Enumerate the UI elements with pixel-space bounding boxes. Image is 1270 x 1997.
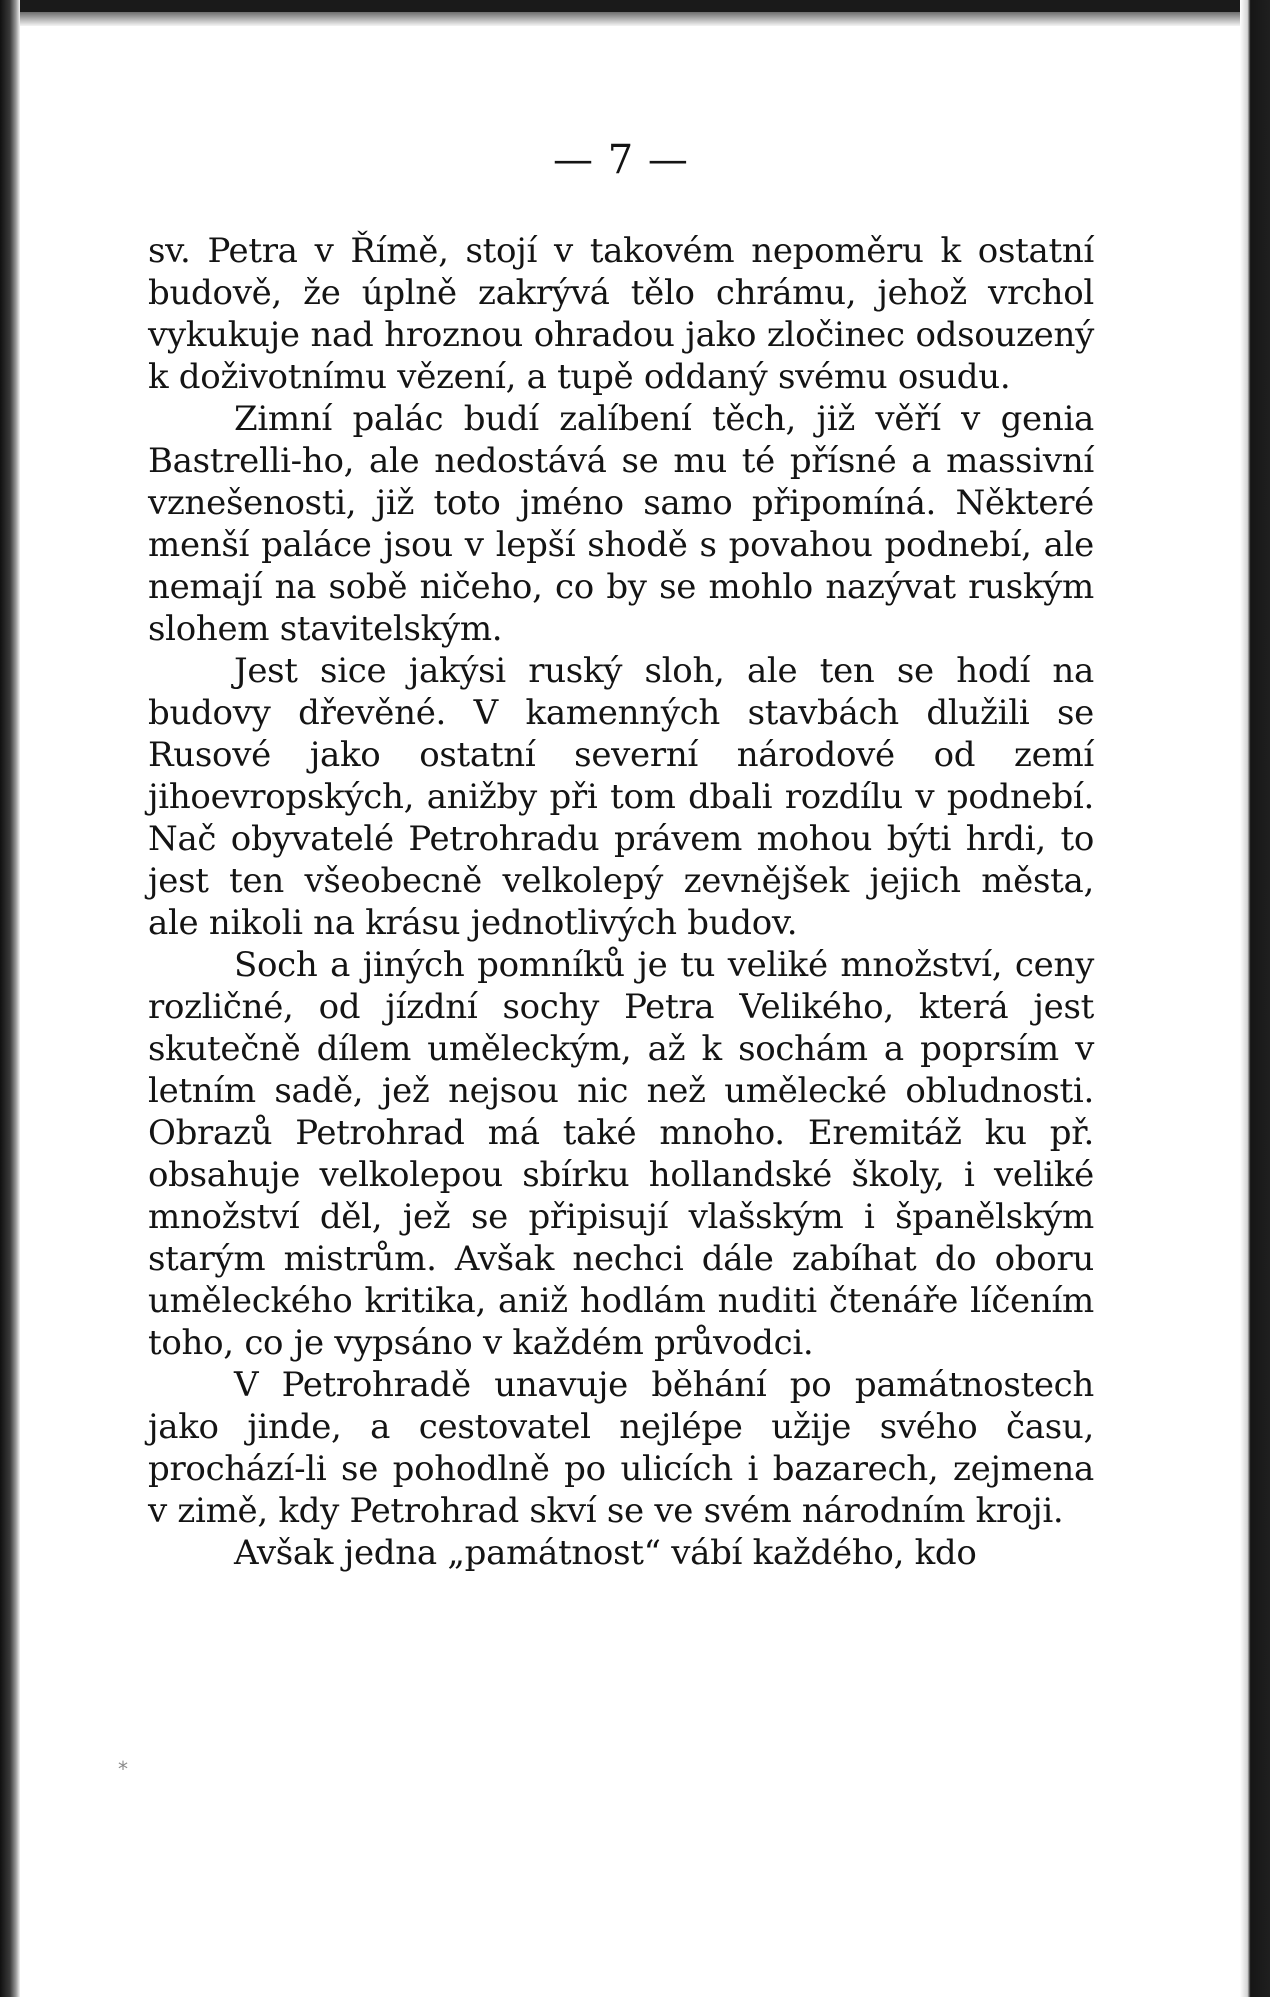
margin-mark: * — [118, 1757, 128, 1781]
scan-right-edge — [1240, 0, 1270, 1997]
page-number: — 7 — — [553, 137, 689, 183]
paragraph-2: Zimní palác budí zalíbení těch, již věří v genia Bastrelli-ho, ale nedostává se mu té přísné a massivní vznešenosti, již toto jméno samo připomíná. Některé menší paláce jsou v lepší shodě s povahou podnebí, ale nemají na sobě ničeho, co by se mohlo nazývat ruským slohem stavitelským. — [148, 399, 1094, 649]
paragraph-4: Soch a jiných pomníků je tu veliké množství, ceny rozličné, od jízdní sochy Petra Velikého, která jest skutečně dílem uměleckým, až k sochám a poprsím v letním sadě, jež nejsou nic než umělecké obludnosti. Obrazů Petrohrad má také mnoho. Eremitáž ku př. obsahuje velkolepou sbírku hollandské školy, i veliké množství děl, jež se připisují vlašským i španělským starým mistrům. Avšak nechci dále zabíhat do oboru uměleckého kritika, aniž hodlám nuditi čtenáře líčením toho, co je vypsáno v každém průvodci. — [148, 945, 1094, 1363]
scan-top-shadow — [0, 12, 1270, 26]
paragraph-6: Avšak jedna „památnost“ vábí každého, kdo — [234, 1533, 977, 1573]
paragraph-1: sv. Petra v Římě, stojí v takovém nepoměru k ostatní budově, že úplně zakrývá tělo chrámu, jehož vrchol vykukuje nad hroznou ohradou jako zločinec odsouzený k doživotnímu vězení, a tupě oddaný svému osudu. — [148, 231, 1094, 397]
scan-top-edge — [0, 0, 1270, 12]
body-text — [148, 230, 1094, 1574]
page-content — [148, 130, 1094, 1574]
paragraph-5: V Petrohradě unavuje běhání po památnostech jako jinde, a cestovatel nejlépe užije svého času, prochází-li se pohodlně po ulicích i bazarech, zejmena v zimě, kdy Petrohrad skví se ve svém národním kroji. — [148, 1365, 1094, 1531]
scan-left-edge — [0, 0, 20, 1997]
paragraph-3: Jest sice jakýsi ruský sloh, ale ten se hodí na budovy dřevěné. V kamenných stavbách dlužili se Rusové jako ostatní severní národové od zemí jihoevropských, anižby při tom dbali rozdílu v podnebí. Nač obyvatelé Petrohradu právem mohou býti hrdi, to jest ten všeobecně velkolepý zevnějšek jejich města, ale nikoli na krásu jednotlivých budov. — [148, 651, 1094, 943]
